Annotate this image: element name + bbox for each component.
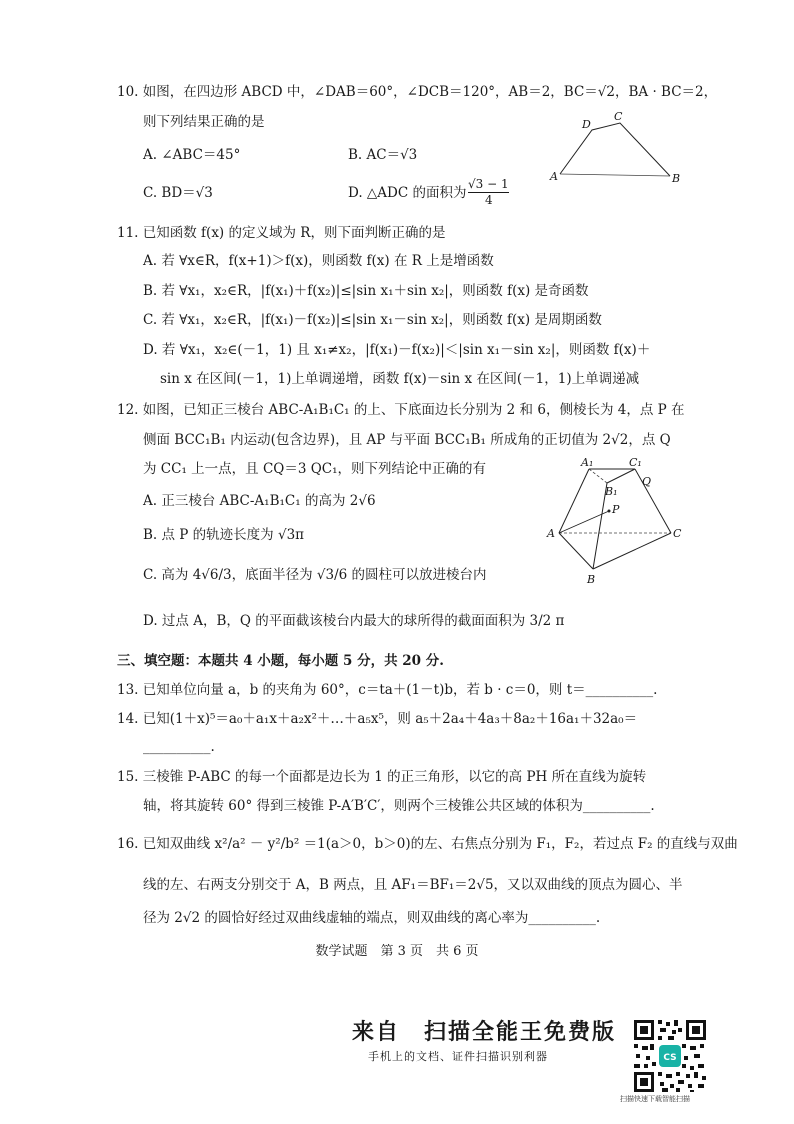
q10-fig-label-b: B (672, 172, 681, 185)
qr-badge-text: CS (663, 1053, 677, 1063)
q15-line1: 15. 三棱锥 P-ABC 的每一个面都是边长为 1 的正三角形，以它的高 PH 所在直线为旋转 (117, 769, 647, 785)
q12-line2: 侧面 BCC₁B₁ 内运动(包含边界)，且 AP 与平面 BCC₁B₁ 所成角的正切值为 2√2，点 Q (143, 432, 671, 448)
q12-option-a: A. 正三棱台 ABC-A₁B₁C₁ 的高为 2√6 (143, 493, 376, 509)
q14-line1: 14. 已知(1＋x)⁵＝a₀＋a₁x＋a₂x²＋…＋a₅x⁵，则 a₅＋2a₄＋4a₃＋8a₂＋16a₁＋32a₀＝ (117, 711, 638, 727)
q12-option-b: B. 点 P 的轨迹长度为 √3π (143, 527, 305, 543)
q10-line1: 10. 如图，在四边形 ABCD 中，∠DAB＝60°，∠DCB＝120°，AB＝2，BC＝√2，BA · BC＝2， (117, 84, 718, 100)
q10-line2: 则下列结果正确的是 (143, 114, 265, 130)
q12-fig-label-c: C (673, 527, 682, 540)
q11-option-c: C. 若 ∀x₁，x₂∈R，|f(x₁)－f(x₂)|≤|sin x₁－sin x₂|，则函数 f(x) 是周期函数 (143, 312, 602, 328)
q11-option-d-line2: sin x 在区间(－1，1)上单调递增，函数 f(x)－sin x 在区间(－1，1)上单调递减 (160, 371, 640, 387)
q10-fig-label-d: D (582, 118, 591, 131)
watermark-subtitle: 手机上的文档、证件扫描识别利器 (368, 1050, 548, 1063)
watermark-brand: 来自 扫描全能王免费版 (352, 1020, 617, 1045)
q12-fig-label-b: B (587, 573, 596, 586)
q12-frustum-figure (545, 455, 695, 590)
page-footer: 数学试题 第 3 页 共 6 页 (315, 944, 479, 959)
q10-option-d-numerator: √3 − 1 (468, 177, 509, 191)
q10-fig-label-c: C (614, 110, 623, 123)
q11-option-d-line1: D. 若 ∀x₁，x₂∈(－1，1) 且 x₁≠x₂，|f(x₁)－f(x₂)|＜|sin x₁－sin x₂|，则函数 f(x)＋ (143, 342, 651, 358)
q12-option-c: C. 高为 4√6/3，底面半径为 √3/6 的圆柱可以放进棱台内 (143, 567, 487, 583)
q11-option-a: A. 若 ∀x∈R，f(x+1)＞f(x)，则函数 f(x) 在 R 上是增函数 (143, 253, 494, 269)
q12-line3: 为 CC₁ 上一点，且 CQ＝3 QC₁，则下列结论中正确的有 (143, 461, 487, 477)
q12-fig-label-a: A (547, 527, 555, 540)
q16-line3: 径为 2√2 的圆恰好经过双曲线虚轴的端点，则双曲线的离心率为__________. (143, 910, 601, 926)
q10-fig-label-a: A (550, 170, 558, 183)
q10-option-b: B. AC＝√3 (348, 147, 418, 163)
q10-option-d-denominator: 4 (485, 193, 493, 207)
q12-fig-label-a1: A₁ (581, 456, 594, 469)
section3-title: 三、填空题：本题共 4 小题，每小题 5 分，共 20 分. (117, 653, 444, 669)
q16-line1: 16. 已知双曲线 x²/a² － y²/b² ＝1(a＞0，b＞0)的左、右焦点分别为 F₁，F₂，若过点 F₂ 的直线与双曲 (117, 836, 738, 852)
qr-code (632, 1018, 708, 1094)
q12-fig-label-q: Q (642, 475, 652, 488)
q10-option-c: C. BD＝√3 (143, 185, 213, 201)
q12-option-d: D. 过点 A，B，Q 的平面截该棱台内最大的球所得的截面面积为 3/2 π (143, 613, 565, 629)
q16-line2: 线的左、右两支分别交于 A，B 两点，且 AF₁＝BF₁＝2√5，又以双曲线的顶点为圆心、半 (143, 877, 683, 893)
q10-quadrilateral-figure (548, 108, 688, 188)
q14-line2: __________. (143, 739, 215, 755)
q11-option-b: B. 若 ∀x₁，x₂∈R，|f(x₁)＋f(x₂)|≤|sin x₁＋sin x₂|，则函数 f(x) 是奇函数 (143, 283, 589, 299)
q15-line2: 轴，将其旋转 60° 得到三棱锥 P-A′B′C′，则两个三棱锥公共区域的体积为__________. (143, 798, 655, 814)
q11-line1: 11. 已知函数 f(x) 的定义域为 R，则下面判断正确的是 (117, 225, 446, 241)
q12-fig-label-p: P (612, 503, 620, 516)
q10-option-d: D. △ADC 的面积为 (348, 185, 467, 201)
q13: 13. 已知单位向量 a，b 的夹角为 60°，c＝ta＋(1－t)b，若 b · c＝0，则 t＝__________. (117, 682, 658, 698)
q12-line1: 12. 如图，已知正三棱台 ABC-A₁B₁C₁ 的上、下底面边长分别为 2 和 6，侧棱长为 4，点 P 在 (117, 402, 685, 418)
q12-fig-label-b1: B₁ (605, 485, 618, 498)
qr-caption: 扫描快速下载智能扫描 (620, 1095, 690, 1103)
q10-option-a: A. ∠ABC＝45° (143, 147, 241, 163)
q12-fig-label-c1: C₁ (629, 456, 642, 469)
